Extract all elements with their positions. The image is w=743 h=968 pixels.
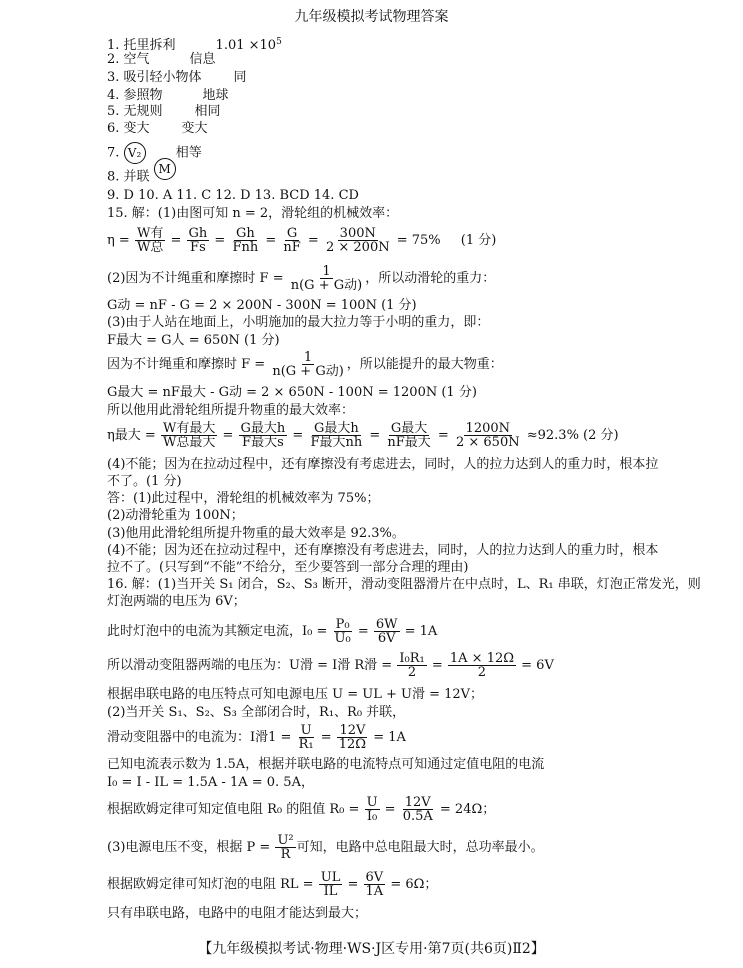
q15-line-6	[107, 350, 503, 380]
answer-4-b: 地球	[202, 88, 229, 103]
q16-line-1: 16. 解：(1)当开关 S₁ 闭合，S₂、S₃ 断开，滑动变阻器滑片在中点时，L、R₁ 串联，灯泡正常发光，则	[107, 577, 701, 592]
frac-300-400: $\frac{300N}{2 \times 200N}$	[325, 226, 390, 255]
frac-12v-05a: $\frac{12V}{0.5A}$	[402, 795, 433, 824]
q15-line-8: 所以他用此滑轮组所提升物重的最大效率：	[107, 403, 355, 418]
q16-line-8: 已知电流表示数为 1.5A，根据并联电路的电流特点可知通过定值电阻的电流	[107, 757, 545, 772]
frac-w: $\frac{\text{W有}}{\text{W总}}$	[136, 226, 164, 255]
q16-voltage-formula: 所以滑动变阻器两端的电压为：U滑 = I滑 R滑 = $\frac{\text{I₀R₁}}{2}$ = $\frac{1A \times 12\Omega}{2}$ = 6V	[107, 651, 554, 680]
frac-6w-6v: $\frac{6W}{6V}$	[375, 617, 398, 646]
frac-p0-u0: $\frac{\text{P₀}}{\text{U₀}}$	[334, 617, 351, 646]
answer-6-a: 6. 变大	[107, 121, 150, 136]
points: (1 分)	[460, 233, 497, 248]
q15-line-5: F最大 = G人 = 650N (1 分)	[107, 333, 280, 348]
answer-7-b: 相等	[175, 145, 202, 161]
answer-2	[107, 52, 216, 68]
q16-l3b: = 1A	[404, 624, 438, 639]
answer-8	[107, 162, 176, 189]
q16-l7a: 滑动变阻器中的电流为：I滑1 =	[107, 730, 292, 745]
frac-gmax-nf: $\frac{\text{G最大}}{\text{nF最大}}$	[387, 421, 431, 450]
eta-label: η =	[107, 233, 130, 248]
answer-1	[107, 34, 282, 54]
frac-gh-fnh: $\frac{Gh}{\text{Fnh}}$	[232, 226, 259, 255]
q16-l12a: 根据欧姆定律可知灯泡的电阻 RL =	[107, 877, 314, 892]
voltmeter-symbol: V₂	[124, 142, 146, 164]
q15-line-15: (4)不能；因为还在拉动过程中，还有摩擦没有考虑进去，同时，人的拉力达到人的重力时，根本	[107, 543, 659, 558]
frac-wmax: $\frac{\text{W有最大}}{\text{W总最大}}$	[162, 421, 216, 450]
q15-line-13: (2)动滑轮重为 100N；	[107, 508, 244, 523]
motor-symbol: M	[154, 158, 176, 180]
q16-power-formula	[107, 833, 544, 863]
answer-1-b: 1.01 ×10	[215, 38, 277, 53]
answer-2-b: 信息	[189, 52, 216, 67]
frac-f: $\frac{1}{\text{n(G + G动)}}$	[290, 264, 363, 293]
q16-l4b: = 6V	[521, 658, 554, 673]
q16-line-6: (2)当开关 S₁、S₂、S₃ 全部闭合时，R₁、R₀ 并联，	[107, 705, 406, 720]
q15-l6b: ，所以能提升的最大物重：	[346, 357, 503, 372]
frac-u2-r: $\frac{\text{U²}}{R}$	[277, 833, 294, 862]
q16-resistance-formula: 根据欧姆定律可知定值电阻 R₀ 的阻值 R₀ = $\frac{U}{\text{I₀}}$ = $\frac{12V}{0.5A}$ = 24Ω；	[107, 795, 496, 824]
frac-1200-1300: $\frac{1200N}{2 \times 650N}$	[455, 421, 520, 450]
q15-l2b: ，所以动滑轮的重力：	[365, 271, 496, 286]
frac-12v-12: $\frac{12V}{12\Omega}$	[338, 723, 367, 752]
q15-max-efficiency: η最大 = $\frac{\text{W有最大}}{\text{W总最大}}$ = $\frac{\text{G最大h}}{\text{F最大s}}$ = $\frac{\text{G最大h}}{\text{F最大nh}}$ = $\frac{\text{G最大}}{\text{nF最大}}$ = $\frac{1200N}{2 \times 650N}$ ≈92.3% (2 分)	[107, 421, 619, 450]
frac-u-i0: $\frac{U}{\text{I₀}}$	[366, 795, 378, 824]
q15-line-2	[107, 264, 495, 294]
q16-l4a: 所以滑动变阻器两端的电压为：U滑 = I滑 R滑 =	[107, 658, 393, 673]
q15-line-3: G动 = nF - G = 2 × 200N - 300N = 100N (1 分)	[107, 298, 417, 313]
answer-5	[107, 104, 221, 120]
answer-4-a: 4. 参照物	[107, 88, 163, 103]
frac-gh-fs: $\frac{Gh}{Fs}$	[188, 226, 208, 255]
answer-7-a: 7.	[107, 145, 120, 161]
frac-gmaxh: $\frac{\text{G最大h}}{\text{F最大s}}$	[240, 421, 286, 450]
answer-7	[107, 142, 202, 165]
q15-line-11: 不了。(1 分)	[107, 474, 182, 489]
answer-9-14: 9. D 10. A 11. C 12. D 13. BCD 14. CD	[107, 188, 359, 203]
answer-3-b: 同	[233, 70, 247, 85]
frac-6v-1a: $\frac{6V}{1A}$	[365, 870, 384, 899]
answer-1-exp: 5	[276, 37, 282, 47]
frac-ul-il: $\frac{UL}{IL}$	[320, 870, 341, 899]
q16-l10b: = 24Ω；	[439, 802, 496, 817]
q15-line-14: (3)他用此滑轮组所提升物重的最大效率是 92.3%。	[107, 526, 405, 541]
q15-line-1: 15. 解：(1)由图可知 n = 2，滑轮组的机械效率：	[107, 206, 399, 221]
q15-line-7: G最大 = nF最大 - G动 = 2 × 650N - 100N = 1200N (1 分)	[107, 385, 477, 400]
q16-line-13: 只有串联电路，电路中的电阻才能达到最大；	[107, 906, 368, 921]
frac-1a12: $\frac{1A \times 12\Omega}{2}$	[449, 651, 515, 680]
answer-2-a: 2. 空气	[107, 52, 150, 67]
frac-i0r1: $\frac{\text{I₀R₁}}{2}$	[399, 651, 425, 680]
frac-gmaxh-nh: $\frac{\text{G最大h}}{\text{F最大nh}}$	[310, 421, 363, 450]
q16-lamp-resistance: 根据欧姆定律可知灯泡的电阻 RL = $\frac{UL}{IL}$ = $\frac{6V}{1A}$ = 6Ω；	[107, 870, 438, 899]
q16-l11a: (3)电源电压不变，根据 P =	[107, 840, 271, 855]
eta-max-label: η最大 =	[107, 428, 156, 443]
answer-6-b: 变大	[181, 121, 208, 136]
q16-slider-current: 滑动变阻器中的电流为：I滑1 = $\frac{U}{\text{R₁}}$ = $\frac{12V}{12\Omega}$ = 1A	[107, 723, 406, 752]
q16-line-2: 灯泡两端的电压为 6V；	[107, 594, 246, 609]
answer-3	[107, 70, 247, 86]
answer-1-a: 1. 托里拆利	[107, 38, 176, 53]
page-title: 九年级模拟考试物理答案	[294, 9, 449, 25]
page-footer: 【九年级模拟考试·物理·WS·J区专用·第7页(共6页)Ⅱ2】	[198, 941, 545, 957]
q15-efficiency-formula: η = $\frac{\text{W有}}{\text{W总}}$ = $\frac{Gh}{Fs}$ = $\frac{Gh}{\text{Fnh}}$ = $\frac{G}{nF}$ = $\frac{300N}{2 \times 200N}$ = 75% (1 分)	[107, 226, 497, 255]
q16-l11b: 可知，电路中总电阻最大时，总功率最小。	[296, 840, 544, 855]
q16-l7b: = 1A	[373, 730, 406, 745]
q15-line-10: (4)不能；因为在拉动过程中，还有摩擦没有考虑进去，同时，人的拉力达到人的重力时，根本拉	[107, 457, 659, 472]
q16-l3a: 此时灯泡中的电流为其额定电流，I₀ =	[107, 624, 328, 639]
answer-5-b: 相同	[194, 104, 221, 119]
q16-l12b: = 6Ω；	[390, 877, 438, 892]
answer-6	[107, 121, 208, 137]
answer-4	[107, 88, 229, 104]
frac-f2: $\frac{1}{\text{n(G + G动)}}$	[272, 350, 344, 379]
frac-g-nf: $\frac{G}{nF}$	[283, 226, 301, 255]
eta-result: = 75%	[396, 233, 441, 248]
answer-3-a: 3. 吸引轻小物体	[107, 70, 202, 85]
q15-l6a: 因为不计绳重和摩擦时 F =	[107, 357, 266, 372]
answer-8-a: 8. 并联	[107, 169, 150, 185]
q15-l2a: (2)因为不计绳重和摩擦时 F =	[107, 271, 284, 286]
q15-line-4: (3)由于人站在地面上，小明施加的最大拉力等于小明的重力，即：	[107, 315, 490, 330]
q15-line-12: 答：(1)此过程中，滑轮组的机械效率为 75%；	[107, 491, 380, 506]
q16-line-9: I₀ = I - IL = 1.5A - 1A = 0. 5A，	[107, 775, 314, 790]
answer-5-a: 5. 无规则	[107, 104, 163, 119]
q15-line-16: 拉不了。(只写到“不能”不给分，至少要答到一部分合理的理由)	[107, 560, 469, 575]
q16-l10a: 根据欧姆定律可知定值电阻 R₀ 的阻值 R₀ =	[107, 802, 360, 817]
eta-max-result: ≈92.3% (2 分)	[526, 428, 619, 443]
q16-line-5: 根据串联电路的电压特点可知电源电压 U = UL + U滑 = 12V；	[107, 687, 484, 702]
frac-u-r1: $\frac{U}{\text{R₁}}$	[298, 723, 314, 752]
q16-current-formula: 此时灯泡中的电流为其额定电流，I₀ = $\frac{\text{P₀}}{\text{U₀}}$ = $\frac{6W}{6V}$ = 1A	[107, 617, 438, 646]
